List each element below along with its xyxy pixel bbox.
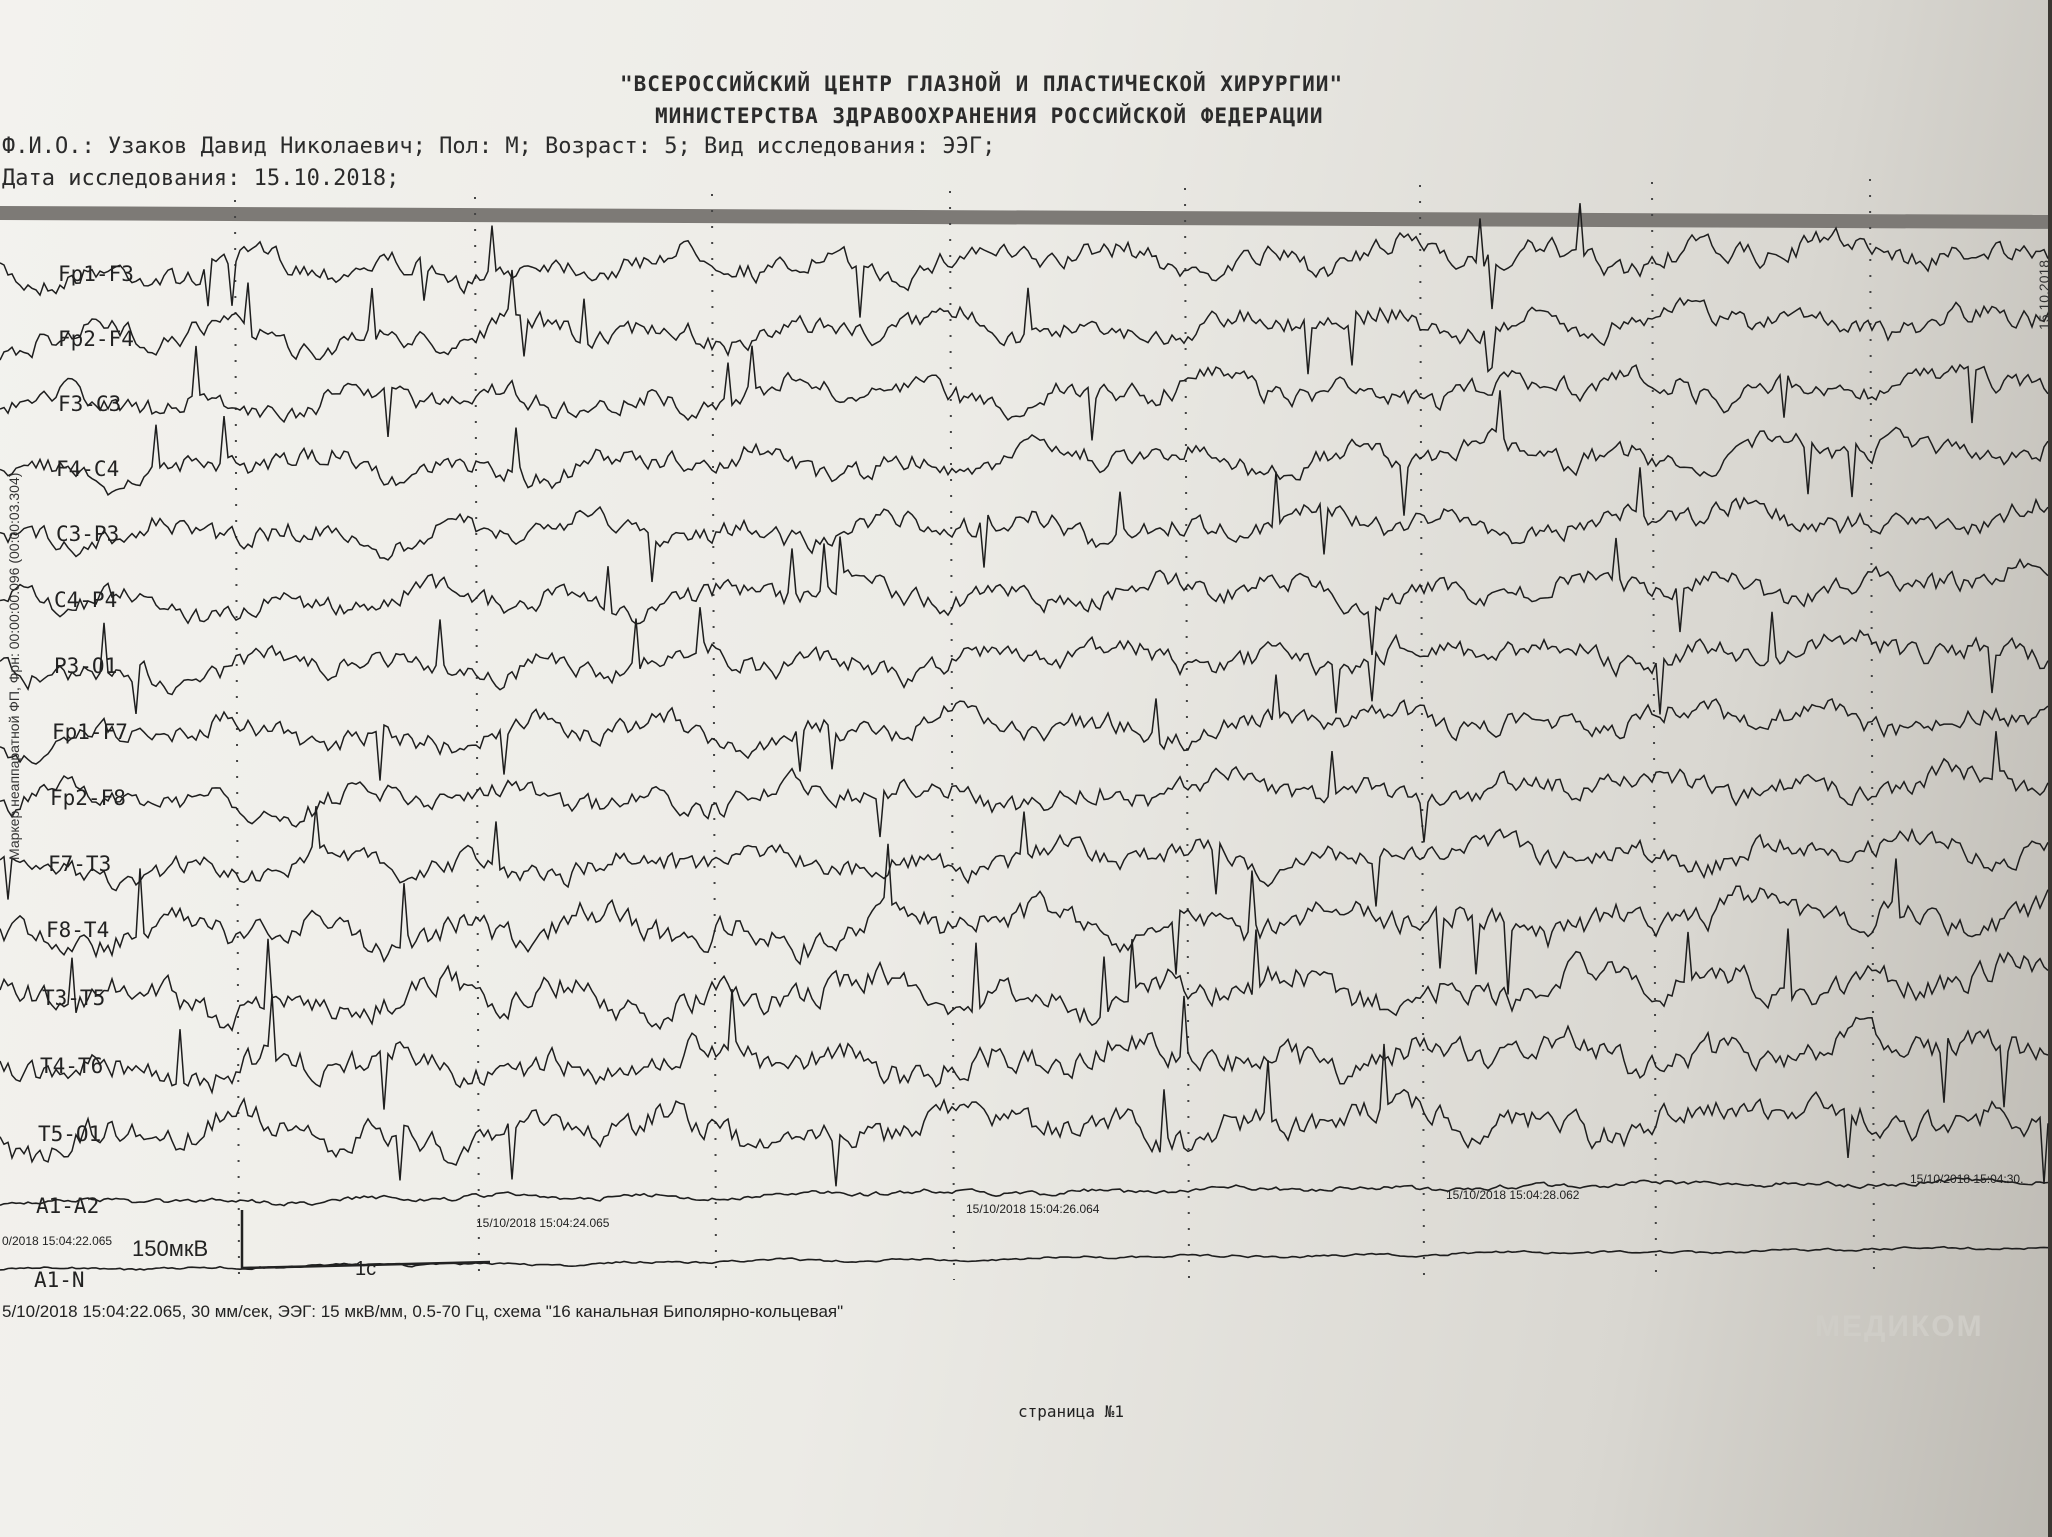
eeg-trace [0,989,2048,1110]
channel-label: Fp2-F8 [50,786,126,810]
eeg-trace [0,844,2048,995]
timestamp: 15/10/2018 15:04:24.065 [476,1216,610,1230]
channel-label: A1-N [34,1268,85,1292]
second-gridline [1420,185,1424,1280]
channel-label: C3-P3 [56,522,120,546]
institution-title: "ВСЕРОССИЙСКИЙ ЦЕНТР ГЛАЗНОЙ И ПЛАСТИЧЕСКОЙ ХИРУРГИИ" [620,72,1344,96]
medicom-logo: МЕДИКОМ [1815,1310,1984,1343]
eeg-trace [0,731,2048,842]
channel-label: T3-T5 [42,986,106,1010]
eeg-trace [0,675,2048,781]
eeg-trace [0,346,2048,441]
channel-label: A1-A2 [36,1194,100,1218]
patient-info: Ф.И.О.: Узаков Давид Николаевич; Пол: М; Возраст: 5; Вид исследования: ЭЭГ; [2,134,996,159]
timestamp: 15/10/2018 15:04:26.064 [966,1202,1100,1216]
channel-label: T5-O1 [38,1122,102,1146]
channel-label: C4-P4 [54,588,118,612]
timestamp: 15/10/2018 15:04:30. [1910,1172,2024,1186]
second-gridline [475,197,479,1280]
second-gridline [1185,188,1189,1280]
second-gridline [1652,182,1656,1280]
eeg-trace [0,203,2048,317]
eeg-trace [0,929,2048,1031]
channel-label: T4-T6 [40,1054,104,1078]
timestamp: 15/10/2018 15:04:28.062 [1446,1188,1580,1202]
page-number: страница №1 [1018,1402,1124,1421]
channel-label: P3-O1 [54,654,118,678]
exam-date: Дата исследования: 15.10.2018; [2,166,400,191]
channel-label: Fp1-F3 [58,262,134,286]
eeg-trace [0,467,2048,582]
marker-side-text: Маркер неаппаратной ФП, Фрн: 00:00:00.096 (00:00:03.304) [6,472,22,860]
eeg-trace [0,1044,2048,1186]
channel-label: Fp1-F7 [52,720,128,744]
calibration-time: 1с [355,1258,377,1280]
second-gridline [712,194,716,1280]
ministry-title: МИНИСТЕРСТВА ЗДРАВООХРАНЕНИЯ РОССИЙСКОЙ ФЕДЕРАЦИИ [655,104,1324,128]
timestamp: 0/2018 15:04:22.065 [2,1234,113,1248]
channel-label: F7-T3 [48,852,112,876]
eeg-trace [0,537,2048,656]
channel-label: Fp2-F4 [58,327,134,351]
calibration-amplitude: 150мкВ [132,1236,209,1261]
eeg-trace [0,270,2048,374]
channel-label: F8-T4 [46,918,110,942]
channel-label: F3-C3 [58,392,122,416]
eeg-trace [0,607,2048,714]
second-gridline [235,200,239,1280]
recording-parameters: 5/10/2018 15:04:22.065, 30 мм/сек, ЭЭГ: 15 мкВ/мм, 0.5-70 Гц, схема "16 канальная Биполярно-кольцевая" [2,1302,844,1321]
right-side-date: 15.10.2018 [2036,259,2052,330]
second-gridline [950,191,954,1280]
second-gridline [1870,179,1874,1280]
channel-label: F4-C4 [56,457,120,481]
